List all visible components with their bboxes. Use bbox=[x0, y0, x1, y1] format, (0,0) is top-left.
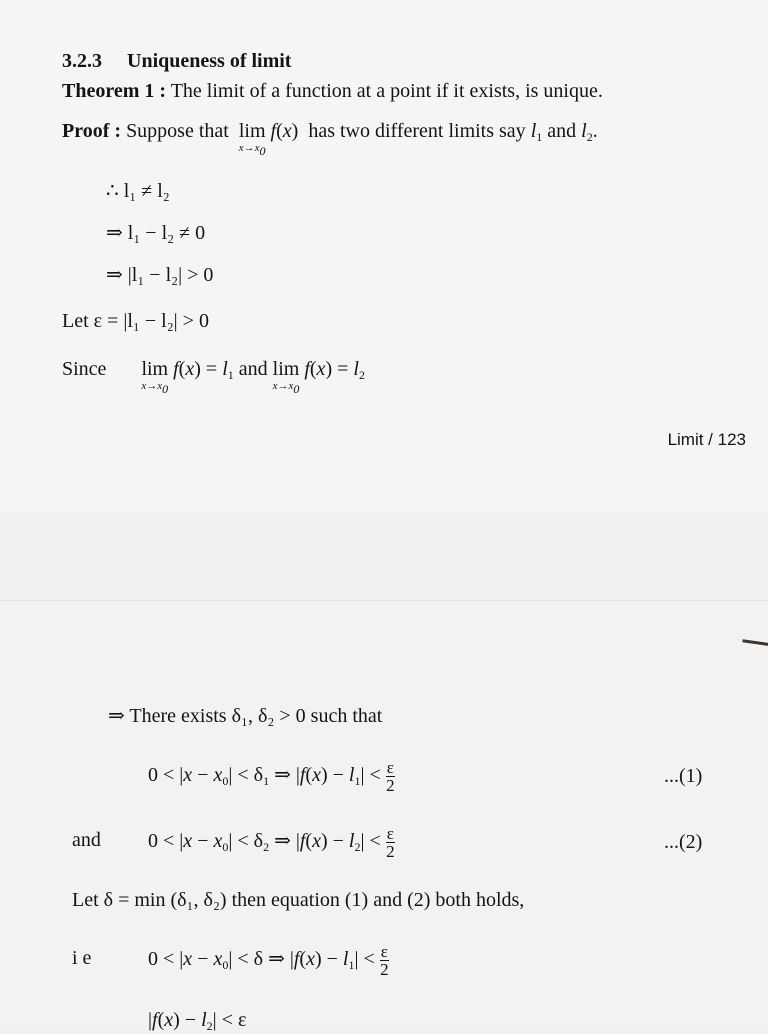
equation-1-label: ...(1) bbox=[664, 765, 703, 787]
equation-2: $0 < |x - x_0| < \delta_2$ ⇒ $|f(x) - l_2|$ < $\frac{\varepsilon}{2}$ bbox=[148, 824, 395, 861]
page-footer: Limit / 123 bbox=[667, 430, 746, 449]
fraction-eps-over-2: $\frac{\varepsilon}{2}$ bbox=[386, 758, 395, 795]
limit-expression: lim $x\to x_0$ bbox=[238, 120, 266, 158]
proof-text-after: has two different limits say bbox=[308, 120, 526, 142]
proof-statement: Proof : Suppose that lim $x\to x_0$ f(x) has two different limits say $l_1$ and $l_2$. bbox=[62, 120, 598, 158]
let-epsilon-line: Let ε = |l₁ − l₂| > 0 bbox=[62, 310, 209, 332]
equation-1: $0 < |x - x_0| < \delta_1$ ⇒ $|f(x) - l_1|$ < $\frac{\varepsilon}{2}$ bbox=[148, 758, 395, 795]
implies-line-1: ⇒ l₁ − l₂ ≠ 0 bbox=[106, 222, 206, 244]
let-delta-line: Let δ = min (δ₁, δ₂) then equation (1) and (2) both holds, bbox=[72, 889, 525, 911]
theorem-text: The limit of a function at a point if it exists, is unique. bbox=[170, 80, 603, 102]
ie-label: i e bbox=[72, 947, 92, 969]
theorem-statement bbox=[62, 80, 603, 103]
since-line: Since lim $x\to x_0$ $f(x) = l_1$ and lim $x\to x_0$ $f(x) = l_2$ bbox=[62, 358, 365, 396]
theorem-label: Theorem 1 : bbox=[62, 80, 167, 102]
section-heading bbox=[62, 50, 291, 73]
therefore-line: ∴ l₁ ≠ l₂ bbox=[106, 180, 170, 202]
and-label: and bbox=[72, 829, 101, 851]
textbook-page-bottom bbox=[0, 600, 768, 1033]
proof-label: Proof : bbox=[62, 120, 122, 142]
implies-line-2: ⇒ |l₁ − l₂| > 0 bbox=[106, 264, 214, 286]
page-corner-curl bbox=[742, 639, 768, 652]
textbook-page-top bbox=[0, 0, 768, 512]
proof-text-before: Suppose that bbox=[126, 120, 229, 142]
since-label: Since bbox=[62, 358, 107, 380]
section-title: Uniqueness of limit bbox=[127, 50, 292, 72]
exists-line: ⇒ There exists δ₁, δ₂ > 0 such that bbox=[108, 705, 383, 727]
equation-combined: $0 < |x - x_0| < \delta$ ⇒ $|f(x) - l_1|$ < $\frac{\varepsilon}{2}$ bbox=[148, 942, 389, 979]
since-and: and bbox=[238, 358, 268, 380]
equation-2-label: ...(2) bbox=[664, 831, 703, 853]
equation-cutoff: $|f(x) - l_2| < \varepsilon$ bbox=[148, 1009, 247, 1033]
section-number: 3.2.3 bbox=[62, 50, 102, 72]
